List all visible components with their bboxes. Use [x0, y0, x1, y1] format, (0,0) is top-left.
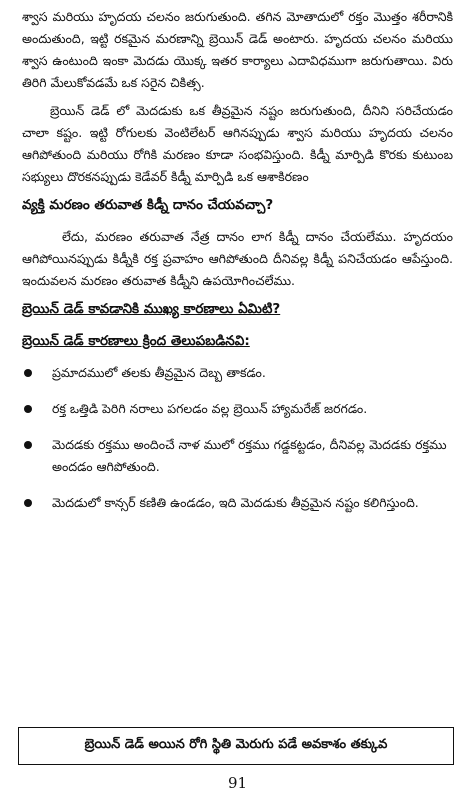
highlighted-note-text: బ్రెయిన్ డెడ్ అయిన రోగి స్థితి మెరుగు పడే అవకాశం తక్కువ: [84, 737, 388, 752]
list-item-text: ప్రమాదములో తలకు తీవ్రమైన దెబ్బ తాకడం.: [52, 365, 266, 380]
section-heading-donation-after-death: వ్యక్తి మరణం తరువాత కిడ్నీ దానం చేయవచ్చా?: [22, 197, 274, 213]
section-heading-causes: బ్రెయిన్ డెడ్ కావడానికి ముఖ్య కారణాలు ఏమిటి?: [22, 301, 281, 317]
bullet-icon: [24, 405, 32, 413]
section-subheading-causes-list: బ్రెయిన్ డెడ్ కారణాలు క్రింద తెలుపబడినవి:: [22, 333, 250, 349]
list-item: [22, 398, 453, 420]
paragraph-2: బ్రెయిన్ డెడ్ లో మెదడుకు ఒక తీవ్రమైన నష్టం జరుగుతుంది, దీనిని సరిచేయడం చాలా కష్టం. ఇట్టి రోగులకు వెంటిలేటర్ ఆగినప్పుడు శ్వాస మరియు హృదయ చలనం ఆగిపోతుంది మరియు రోగికి మరణం కూడా సంభవిస్తుంది. కిడ్నీ మార్పిడి కొరకు కుటుంబ సభ్యులు దొరకనప్పుడు కెడేవర్ కిడ్నీ మార్పిడి ఒక ఆశాకిరణం: [22, 103, 453, 184]
bullet-icon: [24, 369, 32, 377]
page-number: 91: [227, 774, 248, 792]
list-item-text: మెదడులో కాన్సర్ కణితి ఉండడం, ఇది మెదడుకు తీవ్రమైన నష్టం కలిగిస్తుంది.: [52, 495, 419, 510]
list-item: [22, 492, 453, 514]
bullet-icon: [24, 499, 32, 507]
highlighted-note-box: [18, 727, 454, 765]
list-item-text: మెదడకు రక్తము అందించే నాళ ములో రక్తము గడ్డకట్టడం, దీనివల్ల మెదడకు రక్తము అందడం ఆగిపోతుంది.: [52, 437, 447, 474]
paragraph-1: శ్వాస మరియు హృదయ చలనం జరుగుతుంది. తగిన మోతాదులో రక్తం మొత్తం శరీరానికి అందుతుంది, ఇట్టి రకమైన మరణాన్ని బ్రెయిన్ డెడ్ అంటారు. హృదయ చలనం మరియు శ్వాస ఉంటుంది ఇంకా మెదడు యొక్క ఇతర కార్యాలు ఎదావిధముగా జరుగుతాయి. విరు తిరిగి మేలుకోవడమే ఒక సరైన చికిత్స.: [22, 9, 453, 90]
bullet-icon: [24, 441, 32, 449]
list-item-text: రక్త ఒత్తిడి పెరిగి నరాలు పగలడం వల్ల బ్రెయిన్ హ్యామరేజ్ జరగడం.: [52, 401, 368, 416]
list-item: [22, 362, 453, 384]
causes-list: [22, 362, 453, 514]
answer-paragraph: లేదు, మరణం తరువాత నేత్ర దానం లాగ కిడ్నీ దానం చేయలేము. హృదయం ఆగిపోయినప్పుడు కిడ్నీకి రక్త ప్రవాహం ఆగిపోతుంది దీనివల్ల కిడ్నీ పనిచేయడం ఆపేస్తుంది. ఇందువలన మరణం తరువాత కిడ్నీని ఉపయోగించలేము.: [22, 229, 453, 288]
list-item: [22, 434, 453, 478]
